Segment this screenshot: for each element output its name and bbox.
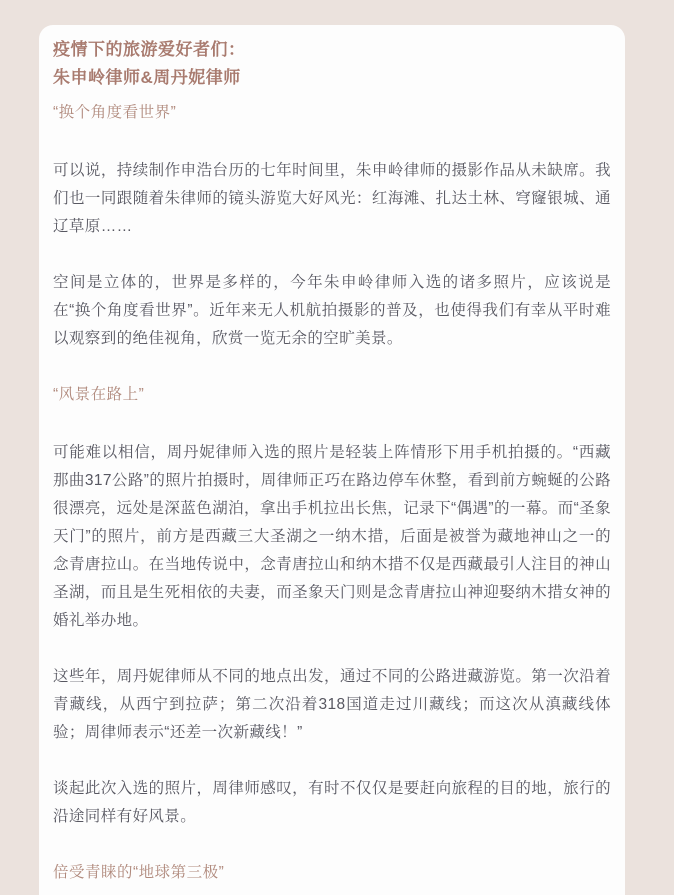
article-title-line1: 疫情下的旅游爱好者们： (53, 40, 246, 59)
article-title (53, 36, 611, 92)
article-title-line2: 朱申岭律师&周丹妮律师 (53, 68, 241, 87)
paragraph-phone-photos-tibet: 可能难以相信，周丹妮律师入选的照片是轻装上阵情形下用手机拍摄的。“西藏那曲317公路”的照片拍摄时，周律师正巧在路边停车休整，看到前方蜿蜒的公路很漂亮，远处是深蓝色湖泊，拿出手机拉出长焦，记录下“偶遇”的一幕。而“圣象天门”的照片，前方是西藏三大圣湖之一纳木措，后面是被誉为藏地神山之一的念青唐拉山。在当地传说中，念青唐拉山和纳木措不仅是西藏最引人注目的神山圣湖，而且是生死相依的夫妻，而圣象天门则是念青唐拉山神迎娶纳木措女神的婚礼举办地。 (53, 444, 611, 629)
paragraph-calendar-seven-years: 可以说，持续制作申浩台历的七年时间里，朱申岭律师的摄影作品从未缺席。我们也一同跟随着朱律师的镜头游览大好风光：红海滩、扎达土林、穹窿银城、通辽草原…… (53, 162, 611, 235)
paragraph-routes-into-tibet: 这些年，周丹妮律师从不同的地点出发，通过不同的公路进藏游览。第一次沿着青藏线，从西宁到拉萨；第二次沿着318国道走过川藏线；而这次从滇藏线体验；周律师表示“还差一次新藏线！” (53, 668, 611, 741)
section-heading-change-angle: “换个角度看世界” (53, 104, 177, 121)
paragraph-drone-photography: 空间是立体的，世界是多样的，今年朱申岭律师入选的诸多照片，应该说是在“换个角度看世界”。近年来无人机航拍摄影的普及，也使得我们有幸从平时难以观察到的绝佳视角，欣赏一览无余的空旷美景。 (53, 274, 611, 347)
section-heading-scenery-on-road: “风景在路上” (53, 386, 145, 403)
paragraph-journey-scenery: 谈起此次入选的照片，周律师感叹，有时不仅仅是要赶向旅程的目的地，旅行的沿途同样有好风景。 (53, 780, 611, 825)
article-card (39, 25, 625, 895)
section-heading-third-pole: 倍受青睐的“地球第三极” (53, 864, 225, 881)
